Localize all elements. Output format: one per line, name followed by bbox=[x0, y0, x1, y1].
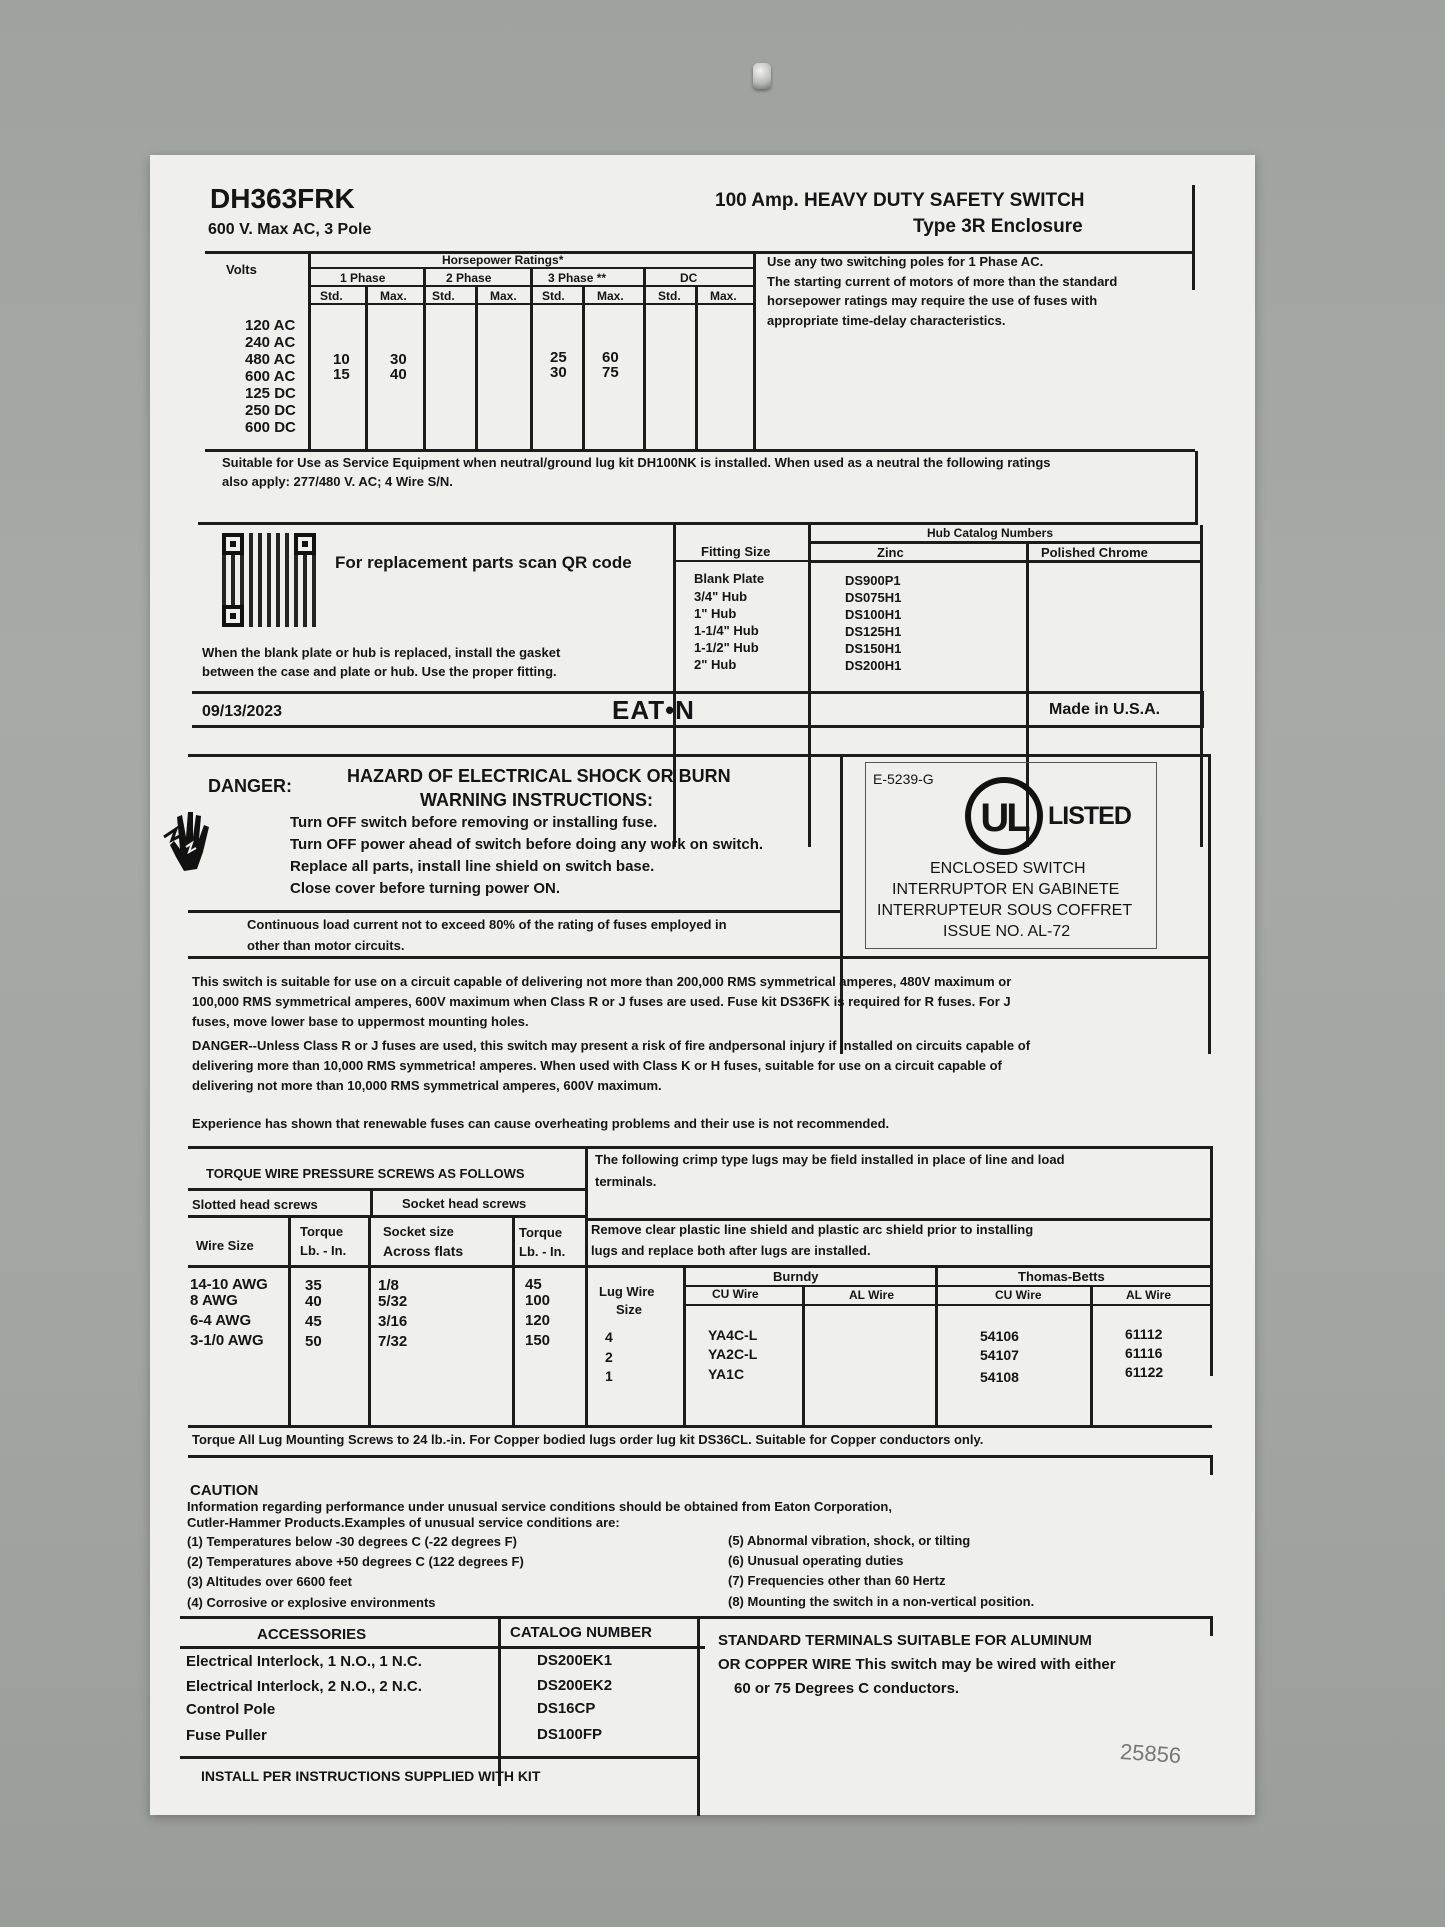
condition-item: (7) Frequencies other than 60 Hertz bbox=[728, 1573, 946, 1588]
wire-size: 14-10 AWG bbox=[190, 1276, 268, 1293]
accessory-catalog: DS16CP bbox=[537, 1700, 596, 1717]
caution-intro: Cutler-Hammer Products.Examples of unusual service conditions are: bbox=[187, 1515, 620, 1530]
tb-cu-part: 54106 bbox=[980, 1328, 1019, 1344]
tb-cu-part: 54107 bbox=[980, 1347, 1019, 1363]
torque-value: 50 bbox=[305, 1333, 322, 1350]
danger-paragraph: delivering not more than 10,000 RMS symmetrical amperes, 600V maximum. bbox=[192, 1078, 662, 1093]
qr-code[interactable] bbox=[222, 533, 316, 627]
note-line: Use any two switching poles for 1 Phase AC. bbox=[767, 254, 1044, 269]
condition-item: (6) Unusual operating duties bbox=[728, 1553, 904, 1568]
warning-line: Close cover before turning power ON. bbox=[290, 880, 561, 897]
continuous-note: other than motor circuits. bbox=[247, 938, 405, 953]
phase2-header: 2 Phase bbox=[446, 271, 492, 285]
lug-intro: terminals. bbox=[595, 1174, 657, 1189]
gasket-note: between the case and plate or hub. Use the proper fitting. bbox=[202, 664, 557, 679]
accessory-name: Electrical Interlock, 2 N.O., 2 N.C. bbox=[186, 1678, 422, 1695]
condition-item: (8) Mounting the switch in a non-vertical position. bbox=[728, 1594, 1035, 1609]
note-line: appropriate time-delay characteristics. bbox=[767, 313, 1006, 328]
rating-paragraph: 100,000 RMS symmetrical amperes, 600V maximum when Class R or J fuses are used. Fuse kit DS36FK is required for R fuses. For J bbox=[192, 994, 1011, 1009]
phase3-header: 3 Phase ** bbox=[548, 271, 607, 285]
zinc-catalog: DS100H1 bbox=[845, 607, 902, 622]
terminals-note: OR COPPER WIRE This switch may be wired with either bbox=[718, 1656, 1116, 1673]
volts-row: 600 AC bbox=[245, 368, 296, 385]
hp-value: 10 bbox=[333, 351, 350, 368]
torque-unit-header: Lb. - In. bbox=[519, 1244, 566, 1259]
socket-size-header: Socket size bbox=[383, 1224, 454, 1239]
ul-text: ENCLOSED SWITCH bbox=[930, 860, 1086, 877]
fitting-size: 3/4" Hub bbox=[694, 589, 748, 604]
qr-instruction: For replacement parts scan QR code bbox=[335, 553, 632, 572]
hp-value: 40 bbox=[390, 366, 407, 383]
fitting-size: Blank Plate bbox=[694, 571, 765, 586]
fitting-size-header: Fitting Size bbox=[701, 544, 771, 559]
hp-value: 75 bbox=[602, 364, 619, 381]
nameplate-label bbox=[150, 155, 1255, 1815]
ul-file-number: E-5239-G bbox=[873, 771, 934, 787]
chrome-header: Polished Chrome bbox=[1041, 545, 1148, 560]
note-line: The starting current of motors of more than the standard bbox=[767, 274, 1118, 289]
fitting-size: 1" Hub bbox=[694, 606, 737, 621]
lug-remove-note: Remove clear plastic line shield and plastic arc shield prior to installing bbox=[591, 1222, 1034, 1237]
lug-size-header: Size bbox=[616, 1302, 643, 1317]
danger-paragraph: DANGER--Unless Class R or J fuses are used, this switch may present a risk of fire andpersonal injury if installed on circuits capable of bbox=[192, 1038, 1031, 1053]
volts-row: 125 DC bbox=[245, 385, 296, 402]
max-header: Max. bbox=[490, 289, 517, 303]
torque-unit-header: Lb. - In. bbox=[300, 1243, 347, 1258]
volts-row: 120 AC bbox=[245, 317, 296, 334]
std-header: Std. bbox=[432, 289, 455, 303]
hub-catalog-header: Hub Catalog Numbers bbox=[927, 526, 1054, 540]
hp-value: 15 bbox=[333, 366, 350, 383]
burndy-cu-part: YA4C-L bbox=[708, 1327, 758, 1343]
accessory-name: Control Pole bbox=[186, 1701, 276, 1718]
lug-wire-header: Lug Wire bbox=[599, 1284, 655, 1299]
al-wire-header: AL Wire bbox=[1126, 1288, 1172, 1302]
accessory-catalog: DS200EK2 bbox=[537, 1677, 613, 1694]
ul-logo: UL bbox=[965, 777, 1043, 855]
torque-value: 100 bbox=[525, 1292, 551, 1309]
socket-header: Socket head screws bbox=[402, 1196, 527, 1211]
zinc-catalog: DS900P1 bbox=[845, 573, 901, 588]
phase1-header: 1 Phase bbox=[340, 271, 386, 285]
socket-size: 5/32 bbox=[378, 1293, 408, 1310]
accessory-name: Electrical Interlock, 1 N.O., 1 N.C. bbox=[186, 1653, 422, 1670]
zinc-catalog: DS150H1 bbox=[845, 641, 902, 656]
volts-row: 240 AC bbox=[245, 334, 296, 351]
burndy-cu-part: YA2C-L bbox=[708, 1346, 758, 1362]
volts-row: 250 DC bbox=[245, 402, 296, 419]
torque-value: 45 bbox=[305, 1313, 322, 1330]
wire-size: 3-1/0 AWG bbox=[190, 1332, 264, 1349]
torque-note: Torque All Lug Mounting Screws to 24 lb.-in. For Copper bodied lugs order lug kit DS36CL. Suitable for Copper conductors only. bbox=[192, 1432, 984, 1447]
catalog-number-header: CATALOG NUMBER bbox=[510, 1624, 652, 1641]
condition-item: (4) Corrosive or explosive environments bbox=[187, 1595, 436, 1610]
tb-al-part: 61112 bbox=[1125, 1326, 1163, 1342]
made-in-usa: Made in U.S.A. bbox=[1049, 701, 1161, 718]
handwritten-stamp: 25856 bbox=[1119, 1738, 1183, 1769]
accessory-catalog: DS200EK1 bbox=[537, 1652, 613, 1669]
terminals-note: 60 or 75 Degrees C conductors. bbox=[734, 1680, 960, 1697]
max-header: Max. bbox=[380, 289, 407, 303]
continuous-note: Continuous load current not to exceed 80% of the rating of fuses employed in bbox=[247, 917, 727, 932]
warning-instructions: WARNING INSTRUCTIONS: bbox=[420, 790, 653, 810]
torque-value: 120 bbox=[525, 1312, 551, 1329]
caution-intro: Information regarding performance under unusual service conditions should be obtained from Eaton Corporation, bbox=[187, 1499, 892, 1514]
burndy-header: Burndy bbox=[773, 1269, 819, 1284]
condition-item: (3) Altitudes over 6600 feet bbox=[187, 1574, 352, 1589]
tb-al-part: 61116 bbox=[1125, 1345, 1163, 1361]
tb-al-part: 61122 bbox=[1125, 1364, 1164, 1380]
torque-header: Torque bbox=[519, 1225, 563, 1240]
cu-wire-header: CU Wire bbox=[712, 1287, 759, 1301]
socket-size: 1/8 bbox=[378, 1277, 399, 1294]
fitting-size: 1-1/4" Hub bbox=[694, 623, 759, 638]
model-number: DH363FRK bbox=[210, 183, 355, 214]
lug-size: 1 bbox=[605, 1368, 613, 1384]
wire-size: 8 AWG bbox=[190, 1292, 238, 1309]
voltage-rating: 600 V. Max AC, 3 Pole bbox=[208, 221, 372, 238]
condition-item: (2) Temperatures above +50 degrees C (122 degrees F) bbox=[187, 1554, 524, 1569]
warning-line: Turn OFF switch before removing or installing fuse. bbox=[290, 814, 658, 831]
accessories-header: ACCESSORIES bbox=[257, 1626, 367, 1643]
danger-label: DANGER: bbox=[208, 776, 292, 796]
lug-size: 2 bbox=[605, 1349, 613, 1365]
max-header: Max. bbox=[597, 289, 624, 303]
lug-remove-note: lugs and replace both after lugs are installed. bbox=[591, 1243, 871, 1258]
ul-text: INTERRUPTEUR SOUS COFFRET bbox=[877, 902, 1133, 919]
note-line: horsepower ratings may require the use of fuses with bbox=[767, 293, 1098, 308]
volts-row: 480 AC bbox=[245, 351, 296, 368]
thomas-betts-header: Thomas-Betts bbox=[1018, 1269, 1105, 1284]
lug-size: 4 bbox=[605, 1329, 613, 1345]
danger-paragraph: delivering more than 10,000 RMS symmetrica! amperes. When used with Class K or H fuses, suitable for use on a circuit capable of bbox=[192, 1058, 1002, 1073]
warning-line: Replace all parts, install line shield on switch base. bbox=[290, 858, 655, 875]
lug-intro: The following crimp type lugs may be field installed in place of line and load bbox=[595, 1152, 1065, 1167]
volts-header: Volts bbox=[226, 262, 257, 277]
volts-row: 600 DC bbox=[245, 419, 296, 436]
zinc-catalog: DS125H1 bbox=[845, 624, 902, 639]
hp-value: 30 bbox=[390, 351, 407, 368]
tb-cu-part: 54108 bbox=[980, 1369, 1019, 1385]
across-flats-header: Across flats bbox=[383, 1243, 464, 1259]
std-header: Std. bbox=[542, 289, 565, 303]
torque-title: TORQUE WIRE PRESSURE SCREWS AS FOLLOWS bbox=[206, 1166, 525, 1181]
gasket-note: When the blank plate or hub is replaced, install the gasket bbox=[202, 645, 561, 660]
wire-size: 6-4 AWG bbox=[190, 1312, 252, 1329]
zinc-header: Zinc bbox=[877, 545, 904, 560]
slotted-header: Slotted head screws bbox=[192, 1197, 318, 1212]
eaton-logo: EAT•N bbox=[612, 695, 695, 725]
enclosure-type: Type 3R Enclosure bbox=[913, 216, 1083, 237]
condition-item: (5) Abnormal vibration, shock, or tilting bbox=[728, 1533, 971, 1548]
al-wire-header: AL Wire bbox=[849, 1288, 895, 1302]
accessory-catalog: DS100FP bbox=[537, 1726, 603, 1743]
wire-size-header: Wire Size bbox=[196, 1238, 254, 1253]
zinc-catalog: DS075H1 bbox=[845, 590, 902, 605]
experience-note: Experience has shown that renewable fuses can cause overheating problems and their use is not recommended. bbox=[192, 1116, 890, 1131]
socket-size: 7/32 bbox=[378, 1333, 408, 1350]
fitting-size: 2" Hub bbox=[694, 657, 737, 672]
warning-line: Turn OFF power ahead of switch before doing any work on switch. bbox=[290, 836, 764, 853]
ul-text: INTERRUPTOR EN GABINETE bbox=[892, 881, 1120, 898]
hp-ratings-header: Horsepower Ratings* bbox=[442, 253, 564, 267]
switch-title: 100 Amp. HEAVY DUTY SAFETY SWITCH bbox=[715, 190, 1085, 211]
hp-value: 60 bbox=[602, 349, 619, 366]
rating-paragraph: This switch is suitable for use on a circuit capable of delivering not more than 200,000 RMS symmetrical amperes, 480V maximum or bbox=[192, 974, 1012, 989]
mounting-bolt bbox=[753, 63, 771, 89]
torque-value: 35 bbox=[305, 1277, 322, 1294]
torque-value: 40 bbox=[305, 1293, 322, 1310]
cu-wire-header: CU Wire bbox=[995, 1288, 1042, 1302]
electric-shock-hand-icon bbox=[162, 807, 217, 877]
torque-value: 150 bbox=[525, 1332, 551, 1349]
zinc-catalog: DS200H1 bbox=[845, 658, 902, 673]
accessory-name: Fuse Puller bbox=[186, 1727, 267, 1744]
service-note: Suitable for Use as Service Equipment when neutral/ground lug kit DH100NK is installed. When used as a neutral the following ratings bbox=[222, 455, 1051, 470]
hp-value: 30 bbox=[550, 364, 567, 381]
torque-value: 45 bbox=[525, 1276, 542, 1293]
socket-size: 3/16 bbox=[378, 1313, 408, 1330]
burndy-cu-part: YA1C bbox=[708, 1366, 745, 1382]
condition-item: (1) Temperatures below -30 degrees C (-22 degrees F) bbox=[187, 1534, 517, 1549]
manufacture-date: 09/13/2023 bbox=[202, 703, 283, 720]
torque-header: Torque bbox=[300, 1224, 344, 1239]
install-note: INSTALL PER INSTRUCTIONS SUPPLIED WITH KIT bbox=[201, 1768, 541, 1784]
terminals-note: STANDARD TERMINALS SUITABLE FOR ALUMINUM bbox=[718, 1632, 1092, 1649]
rating-paragraph: fuses, move lower base to uppermost mounting holes. bbox=[192, 1014, 529, 1029]
max-header: Max. bbox=[710, 289, 737, 303]
std-header: Std. bbox=[320, 289, 343, 303]
service-note: also apply: 277/480 V. AC; 4 Wire S/N. bbox=[222, 474, 453, 489]
fitting-size: 1-1/2" Hub bbox=[694, 640, 759, 655]
ul-text: ISSUE NO. AL-72 bbox=[943, 923, 1071, 940]
std-header: Std. bbox=[658, 289, 681, 303]
ul-listed: LISTED bbox=[1048, 802, 1131, 830]
hp-value: 25 bbox=[550, 349, 567, 366]
dc-header: DC bbox=[680, 271, 698, 285]
caution-title: CAUTION bbox=[190, 1482, 259, 1499]
danger-title: HAZARD OF ELECTRICAL SHOCK OR BURN bbox=[347, 766, 731, 786]
